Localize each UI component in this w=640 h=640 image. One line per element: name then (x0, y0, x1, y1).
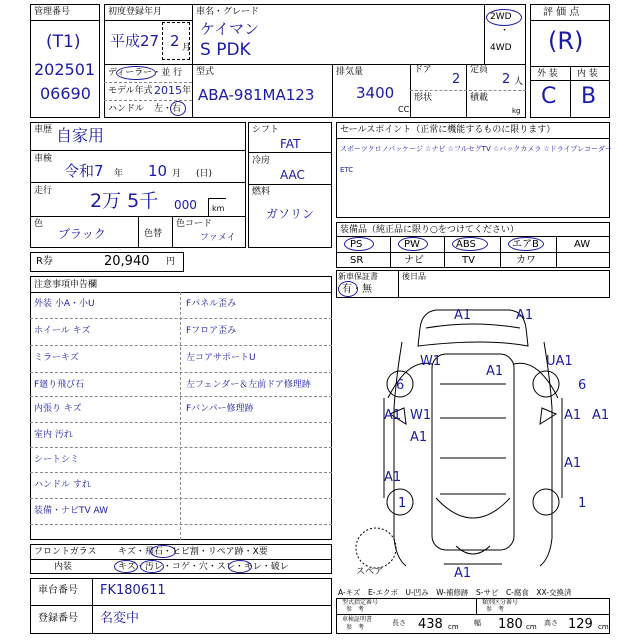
dmg-mark: UA1 (546, 354, 573, 369)
warranty-label: 新車保証書 (338, 272, 378, 281)
note-left-3: F廻り飛び石 (34, 380, 85, 390)
chassis: FK180611 (100, 583, 166, 598)
mileage: 2万 5千 (90, 190, 159, 212)
handle-value: 左・右 (154, 104, 182, 114)
dmg-mark: W1 (410, 408, 432, 423)
dmg-mark: 6 (578, 378, 587, 393)
spare-label: スペア (356, 567, 384, 577)
note-left-2: ミラーキズ (34, 353, 79, 363)
rear-label: 後日品 (402, 272, 426, 281)
dmg-mark: A1 (564, 456, 582, 471)
note-right-2: 左コアサポートU (186, 353, 256, 363)
shift-label: シフト (252, 125, 280, 135)
damage-legend: A-キズ E-エクボ U-凹み W-補修跡 S-サビ C-腐食 XX-交換済 (338, 588, 572, 597)
mileage-unit: km (212, 204, 225, 213)
inspection-label: 車検 (34, 154, 53, 164)
first-reg-era: 平成27 (110, 32, 160, 50)
equip-aw: AW (574, 239, 591, 250)
displacement: 3400 (356, 84, 395, 102)
sales-points-line1: スポーツクロノパッケージ ☆ナビ ☆フルセグTV ☆バックカメラ ☆ドライブレコーダー (340, 145, 613, 153)
equip-abs: ABS (456, 239, 476, 250)
inspection-era: 令和7 (64, 162, 104, 180)
mgmt-no2: 06690 (40, 84, 91, 103)
dmg-mark: A1 (454, 308, 472, 323)
height-unit: cm (598, 623, 609, 631)
spec-label: 車検証明書 (342, 616, 373, 623)
sales-points-line2: ETC (340, 166, 354, 174)
color-code-label: 色コード (176, 219, 213, 229)
model: ABA-981MA123 (198, 86, 315, 104)
displacement-label: 排気量 (336, 67, 364, 77)
front-glass-label: フロントガラス (34, 547, 97, 557)
ext-value: C (541, 84, 557, 109)
recycle-label: R券 (36, 256, 53, 267)
note-left-8: 装備・ナビTV AW (34, 506, 109, 516)
reg: 名変中 (100, 611, 140, 626)
inspection-month-unit: 月 (172, 169, 182, 179)
door-label: ドア (414, 65, 432, 75)
color: ブラック (58, 227, 106, 241)
mgmt-t: (T1) (46, 32, 81, 52)
model-year: 2015 (154, 84, 182, 97)
doors: 2 (452, 72, 461, 87)
equip-sr: SR (350, 255, 364, 266)
equip-airbag: エアB (512, 239, 539, 250)
reg-label: 登録番号 (38, 613, 78, 624)
load-label: 積載 (470, 93, 489, 103)
width-unit: cm (526, 623, 537, 631)
width: 180 (498, 617, 523, 632)
notes-row-divider (30, 345, 332, 346)
sales-points-label: セールスポイント（正常に機能するものに限ります） (340, 125, 556, 135)
equip-ps: PS (350, 239, 363, 250)
note-left-6: シートシミ (34, 455, 80, 465)
equip-leather: カワ (516, 255, 536, 266)
capacity-unit: 人 (514, 77, 524, 87)
drive-2wd: 2WD (490, 12, 512, 22)
handle-circle (170, 101, 186, 116)
model-year-label: モデル年式 (108, 86, 153, 96)
first-reg-label: 初度登録年月 (108, 7, 163, 17)
car-name-label: 車名・グレード (196, 7, 260, 17)
notes-row-divider (30, 396, 332, 397)
note-left-4: 内張り キズ (34, 404, 82, 414)
note-left-5: 室内 汚れ (34, 430, 73, 440)
notes-row-divider (30, 524, 332, 525)
shape-label: 形状 (414, 93, 433, 103)
first-reg-month: 2 (170, 32, 180, 50)
class-ref: 参 考 (486, 606, 505, 613)
inspection-year-unit: 年 (114, 169, 124, 179)
width-label: 幅 (474, 619, 481, 627)
color-label: 色 (34, 219, 44, 229)
dealer-label: ディーラー・並 行 (108, 68, 183, 78)
dmg-mark: A1 (384, 408, 402, 423)
fuel-label: 燃料 (252, 187, 271, 197)
equipment-label: 装備品（純正品に限り○をつけてください） (340, 225, 519, 235)
dmg-mark: A1 (410, 430, 428, 445)
int-value: B (581, 84, 597, 109)
note-right-0: Fパネル歪み (186, 299, 237, 309)
dmg-mark: A1 (592, 408, 610, 423)
note-left-1: ホイール キズ (34, 326, 91, 336)
equip-navi: ナビ (404, 255, 424, 266)
dmg-mark: A1 (516, 308, 534, 323)
dmg-mark: 1 (578, 496, 587, 511)
mileage-tail: 000 (174, 198, 197, 212)
aircon-label: 冷房 (252, 156, 271, 166)
recycle-unit: 円 (166, 257, 176, 267)
cert-label: 型式指定番号 (342, 599, 379, 606)
grade: S PDK (200, 40, 251, 60)
load-unit: kg (512, 107, 521, 115)
model-label: 型式 (196, 67, 215, 77)
usage: 自家用 (56, 126, 105, 145)
note-right-1: Fフロア歪み (186, 326, 237, 336)
dmg-mark: A1 (564, 408, 582, 423)
dmg-mark: W1 (420, 354, 442, 369)
length: 438 (418, 617, 443, 632)
equip-pw: PW (404, 239, 420, 250)
dmg-mark: 6 (396, 378, 405, 393)
notes-label: 注意事項申告欄 (34, 280, 98, 290)
notes-row-divider (30, 372, 332, 373)
first-reg-month-unit: 月 (182, 43, 192, 53)
ext-label: 外 装 (537, 69, 558, 79)
capacity: 2 (502, 72, 511, 87)
dmg-mark: A1 (384, 470, 402, 485)
warranty-value: 有・無 (342, 284, 372, 295)
interior-opts: キズ・汚レ・コゲ・穴・スレ・キレ・破レ (118, 562, 289, 572)
chassis-label: 車台番号 (38, 585, 78, 596)
displacement-unit: CC (398, 105, 410, 114)
int-label: 内 装 (577, 69, 598, 79)
inspection-day-unit: (日) (196, 169, 213, 179)
model-year-unit: 年 (182, 86, 192, 96)
color-code: ファメイ (200, 233, 236, 243)
mgmt-no-label: 管理番号 (34, 7, 71, 17)
equip-tv: TV (462, 255, 475, 266)
capacity-label: 定員 (470, 65, 489, 75)
recycle-amount: 20,940 (104, 254, 150, 269)
grade-value: (R) (548, 27, 584, 55)
dmg-mark: 1 (398, 496, 407, 511)
length-unit: cm (448, 623, 459, 631)
mileage-label: 走行 (34, 186, 53, 196)
length-label: 長さ (392, 619, 406, 627)
notes-row-divider (30, 498, 332, 499)
sales-points-box (336, 122, 613, 218)
dmg-mark: A1 (486, 364, 504, 379)
front-glass-opts: キズ・飛石・ヒビ割・リペア跡・X要 (118, 547, 268, 557)
car-name: ケイマン (200, 20, 259, 38)
shift: FAT (280, 137, 301, 151)
note-left-7: ハンドル すれ (34, 480, 91, 490)
aircon: AAC (280, 168, 305, 182)
mgmt-no1: 202501 (34, 60, 96, 79)
notes-row-divider (30, 472, 332, 473)
fuel: ガソリン (266, 207, 315, 221)
class-label: 類別区分番号 (482, 599, 519, 606)
note-right-4: Fバンパー修理跡 (186, 404, 254, 414)
height: 129 (568, 617, 593, 632)
note-right-3: 左フェンダー＆左前ドア修理跡 (186, 380, 311, 390)
color-swap-label: 色替 (144, 229, 163, 239)
drive-4wd: 4WD (490, 43, 512, 53)
height-label: 高さ (544, 619, 558, 627)
note-left-0: 外装 小A・小U (34, 299, 95, 309)
spec-ref: 参 考 (346, 624, 365, 631)
notes-row-divider (30, 447, 332, 448)
notes-row-divider (30, 318, 332, 319)
cert-ref: 参 考 (346, 606, 365, 613)
handle-label: ハンドル (108, 104, 145, 114)
car-diagram (336, 298, 610, 582)
inspection-month: 10 (148, 162, 168, 180)
interior-label: 内装 (54, 562, 73, 572)
notes-row-divider (30, 422, 332, 423)
grade-label: 評 価 点 (543, 7, 580, 18)
usage-label: 車歴 (34, 125, 53, 135)
dmg-mark: A1 (454, 566, 472, 581)
